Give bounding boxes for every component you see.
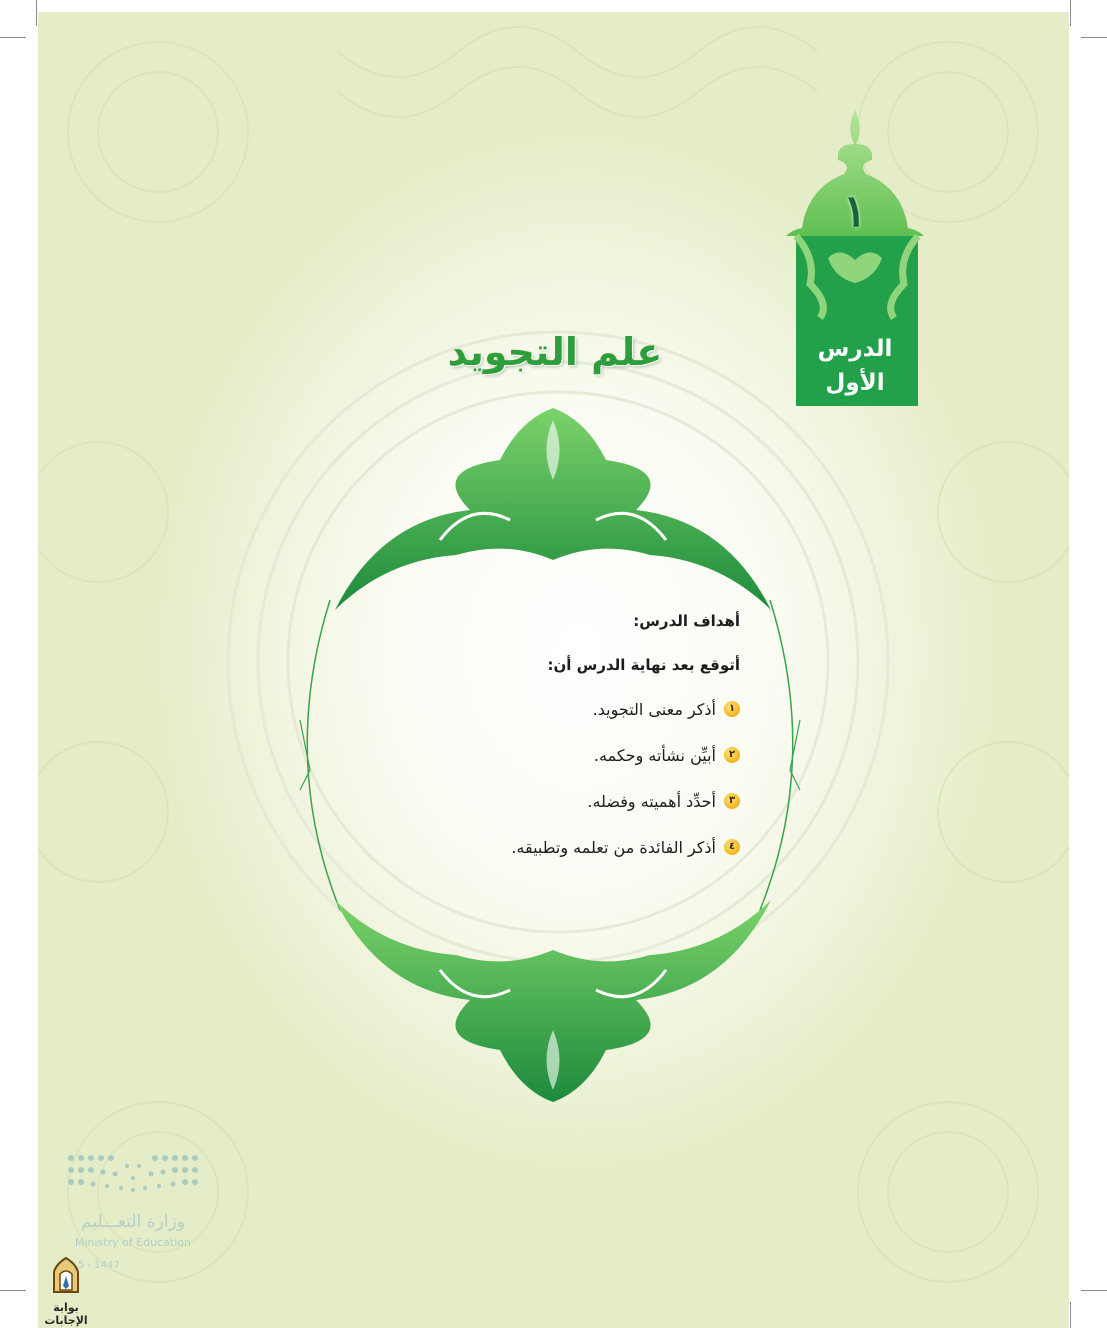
crop-mark	[36, 0, 37, 26]
portal-lantern-icon	[46, 1256, 86, 1296]
ministry-dots-logo	[63, 1150, 203, 1200]
lesson-badge	[780, 108, 930, 408]
lesson-label-line1: الدرس	[817, 336, 893, 362]
list-item	[400, 836, 740, 858]
number-badge: ٣	[724, 793, 740, 809]
crop-mark	[0, 37, 26, 38]
ministry-name-arabic: وزارة التعـــليم	[81, 1212, 185, 1232]
ministry-name-english: Ministry of Education	[74, 1236, 191, 1249]
number-badge: ٤	[724, 839, 740, 855]
list-item	[400, 744, 740, 766]
number-badge: ١	[724, 701, 740, 717]
crop-mark	[1081, 1290, 1107, 1291]
crop-mark	[0, 1290, 26, 1291]
objective-text: أذكر الفائدة من تعلمه وتطبيقه.	[511, 837, 716, 857]
lesson-label-line2: الأول	[825, 370, 885, 396]
ministry-year: 5 - 1447	[78, 1260, 120, 1271]
portal-label: بوابة الإجابات	[44, 1301, 88, 1327]
crop-mark	[1070, 1302, 1071, 1328]
ministry-logo	[58, 1150, 208, 1271]
lesson-number: ١	[843, 186, 867, 237]
lesson-title: علم التجويد	[447, 330, 663, 374]
objective-text: أحدِّد أهميته وفضله.	[587, 791, 716, 811]
objectives-heading: أهداف الدرس:	[633, 612, 740, 630]
portal-watermark	[30, 1256, 102, 1327]
objective-text: أبيِّن نشأته وحكمه.	[593, 745, 716, 765]
number-badge: ٢	[724, 747, 740, 763]
lesson-label	[780, 332, 930, 400]
crop-mark	[1081, 37, 1107, 38]
objective-text: أذكر معنى التجويد.	[592, 699, 716, 719]
list-item	[400, 790, 740, 812]
lesson-objectives	[400, 612, 740, 882]
crop-mark	[1070, 0, 1071, 26]
list-item	[400, 698, 740, 720]
objectives-intro: أتوقع بعد نهاية الدرس أن:	[547, 656, 740, 674]
